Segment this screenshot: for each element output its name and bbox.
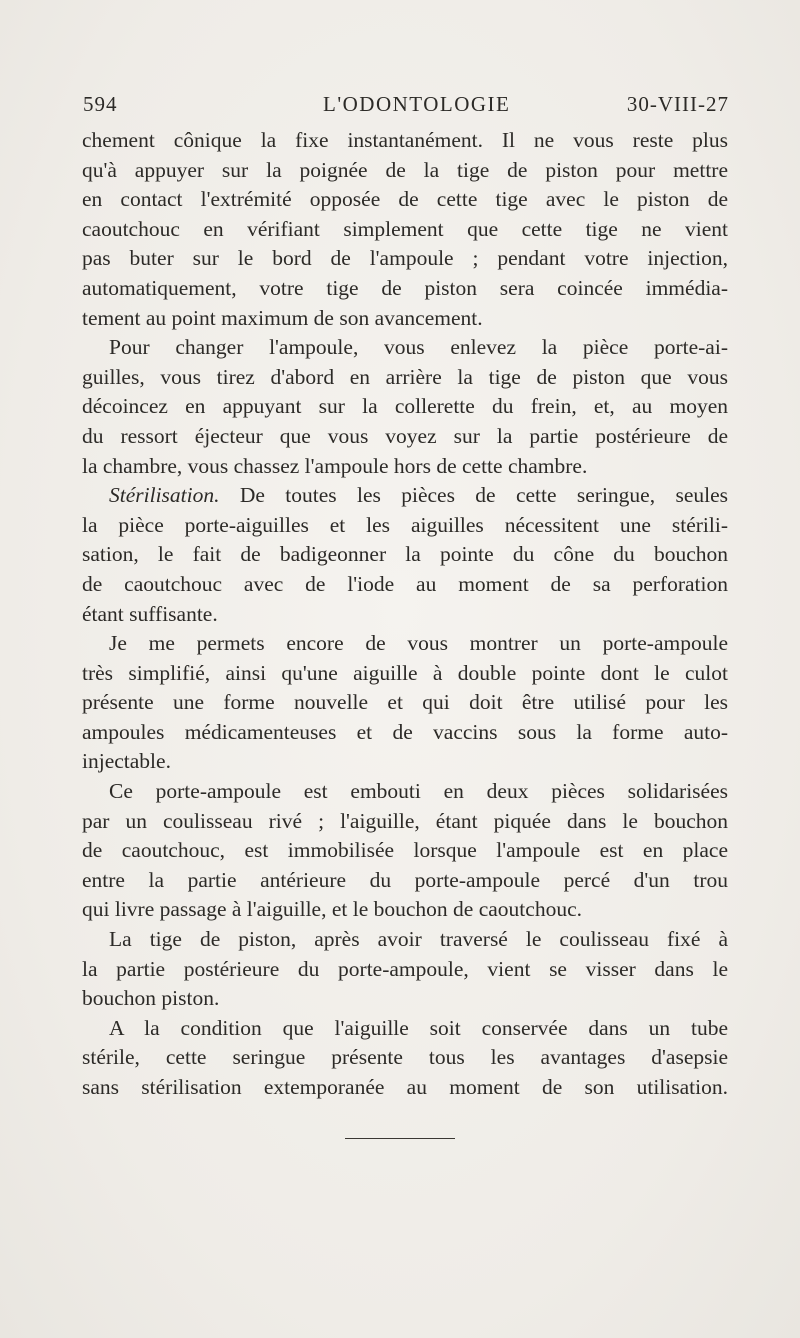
page-number: 594 [83, 92, 118, 116]
section-label: Stérilisation. [109, 483, 220, 508]
text-line: de caoutchouc avec de l'iode au moment de sa perforation [82, 571, 728, 596]
text-line: sation, le fait de badigeonner la pointe du cône du bouchon [82, 542, 728, 567]
text-line [82, 481, 728, 511]
text-line: entre la partie antérieure du porte-ampoule percé d'un trou [82, 867, 728, 892]
text-line: la chambre, vous chassez l'ampoule hors de cette chambre. [82, 453, 588, 478]
text-line: en contact l'extrémité opposée de cette tige avec le piston de [82, 187, 728, 212]
text-line: bouchon piston. [82, 986, 220, 1011]
paragraph [82, 629, 728, 777]
paragraph [82, 925, 728, 1014]
text-line: pas buter sur le bord de l'ampoule ; pendant votre injection, [82, 246, 728, 271]
text-line: injectable. [82, 749, 171, 774]
running-head [83, 92, 729, 122]
issue-date: 30-VIII-27 [626, 92, 729, 116]
text-line: qu'à appuyer sur la poignée de la tige de piston pour mettre [82, 157, 728, 182]
text-line: stérile, cette seringue présente tous les avantages d'asepsie [82, 1045, 728, 1070]
text-line: très simplifié, ainsi qu'une aiguille à double pointe dont le culot [82, 660, 728, 685]
text-line: du ressort éjecteur que vous voyez sur la partie postérieure de [82, 423, 728, 448]
text-line: La tige de piston, après avoir traversé le coulisseau fixé à [109, 927, 728, 952]
text-line: étant suffisante. [82, 601, 218, 626]
text-line: guilles, vous tirez d'abord en arrière la tige de piston que vous [82, 364, 728, 389]
text-line: caoutchouc en vérifiant simplement que cette tige ne vient [82, 216, 728, 241]
paragraph [82, 333, 728, 481]
text-line: Ce porte-ampoule est embouti en deux pièces solidarisées [109, 779, 728, 804]
paragraph [82, 126, 728, 333]
text-line: A la condition que l'aiguille soit conservée dans un tube [109, 1015, 728, 1040]
text-line: de caoutchouc, est immobilisée lorsque l'ampoule est en place [82, 838, 728, 863]
text-line: tement au point maximum de son avancement. [82, 305, 483, 330]
text-line: Je me permets encore de vous montrer un porte-ampoule [109, 631, 728, 656]
paragraph [82, 481, 728, 629]
text-line: Pour changer l'ampoule, vous enlevez la pièce porte-ai- [109, 335, 728, 360]
end-of-section-rule [345, 1138, 455, 1139]
paragraph [82, 1014, 728, 1103]
text-line: ampoules médicamenteuses et de vaccins sous la forme auto- [82, 719, 728, 744]
text-line: par un coulisseau rivé ; l'aiguille, étant piquée dans le bouchon [82, 808, 728, 833]
journal-title: L'ODONTOLOGIE [323, 92, 511, 116]
text-line: présente une forme nouvelle et qui doit être utilisé pour les [82, 690, 728, 715]
text-line: décoincez en appuyant sur la collerette du frein, et, au moyen [82, 394, 728, 419]
text-fragment: De toutes les pièces de cette seringue, seules [219, 483, 728, 508]
text-line: qui livre passage à l'aiguille, et le bouchon de caoutchouc. [82, 897, 582, 922]
text-line: chement cônique la fixe instantanément. Il ne vous reste plus [82, 128, 728, 152]
text-line: la pièce porte-aiguilles et les aiguilles nécessitent une stérili- [82, 512, 728, 537]
paragraph [82, 777, 728, 925]
text-line: automatiquement, votre tige de piston sera coincée immédia- [82, 275, 728, 300]
text-line: la partie postérieure du porte-ampoule, vient se visser dans le [82, 956, 728, 981]
body-text [82, 126, 728, 1103]
text-line: sans stérilisation extemporanée au moment de son utilisation. [82, 1075, 728, 1099]
